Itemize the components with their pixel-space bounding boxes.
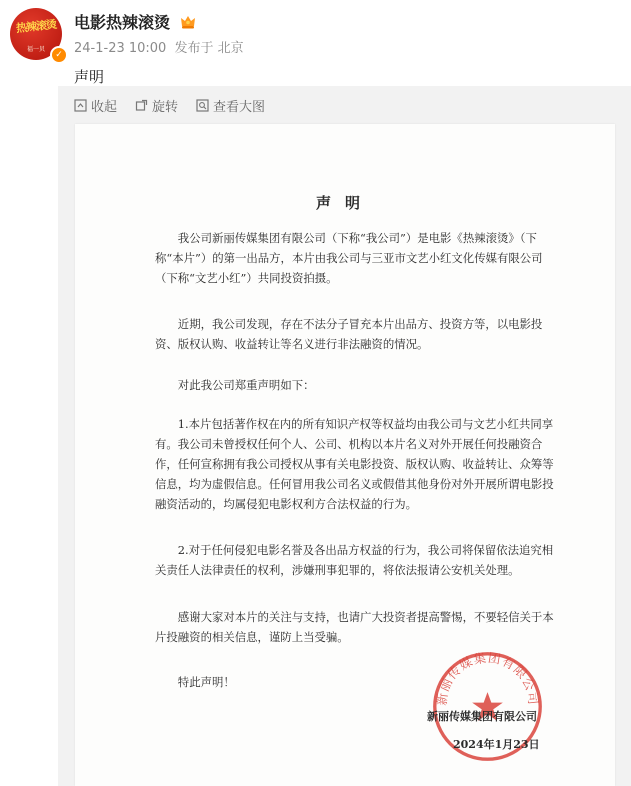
view-large-icon: [196, 99, 209, 112]
signature-company: 新丽传媒集团有限公司: [427, 710, 537, 723]
document-paragraph: 1.本片包括著作权在内的所有知识产权等权益均由我公司与文艺小红共同享有。我公司未曾授权任何个人、公司、机构以本片名义对外开展任何投融资合作，任何宣称拥有我公司授权从事有关电影投资、版权认购、收益转让、众筹等信息，均为虚假信息。任何冒用我公司名义或假借其他身份对外开展所谓电影投融资活动的，均属侵犯电影权利方合法权益的行为。: [155, 417, 554, 511]
seal-text: 新丽传媒集团有限公司: [433, 649, 542, 707]
account-name-row: [74, 10, 196, 33]
collapse-button[interactable]: [74, 96, 117, 115]
document-title: 声明: [315, 194, 374, 212]
view-large-button[interactable]: [196, 96, 265, 115]
verified-icon: ✓: [50, 46, 68, 64]
signature-date: 2024年1月23日: [453, 738, 540, 751]
rotate-icon: [135, 99, 148, 112]
statement-document[interactable]: [75, 124, 615, 786]
account-name[interactable]: 电影热辣滚烫: [74, 13, 171, 32]
view-large-label: 查看大图: [213, 100, 266, 115]
post-source: 发布于 北京: [174, 41, 244, 56]
document-paragraph: 近期，我公司发现，存在不法分子冒充本片出品方、投资方等，以电影投资、版权认购、收益转让等名义进行非法融资的情况。: [155, 317, 543, 351]
collapse-label: 收起: [91, 100, 118, 115]
avatar-subtext: 福一贝: [26, 46, 45, 53]
rotate-label: 旋转: [152, 100, 179, 115]
document-paragraph: 对此我公司郑重声明如下：: [177, 378, 315, 392]
document-paragraph: 我公司新丽传媒集团有限公司（下称“我公司”）是电影《热辣滚烫》（下称“本片”）的第一出品方，本片由我公司与三亚市文艺小红文化传媒有限公司（下称“文艺小红”）共同投资拍摄。: [155, 231, 543, 285]
post-meta: [74, 37, 248, 56]
avatar-logo-text: 热辣滚烫: [15, 17, 57, 36]
post-text: 声明: [74, 68, 105, 86]
rotate-button[interactable]: [135, 96, 178, 115]
document-paragraph: 特此声明！: [177, 675, 235, 689]
media-toolbar: [74, 96, 265, 115]
post-date[interactable]: 24-1-23 10:00: [74, 41, 167, 56]
document-paragraph: 2.对于任何侵犯电影名誉及各出品方权益的行为，我公司将保留依法追究相关责任人法律责任的权利，涉嫌刑事犯罪的，将依法报请公安机关处理。: [155, 543, 554, 577]
collapse-icon: [74, 99, 87, 112]
document-paragraph: 感谢大家对本片的关注与支持，也请广大投资者提高警惕，不要轻信关于本片投融资的相关信息，谨防上当受骗。: [155, 610, 554, 644]
crown-icon: [180, 15, 196, 29]
